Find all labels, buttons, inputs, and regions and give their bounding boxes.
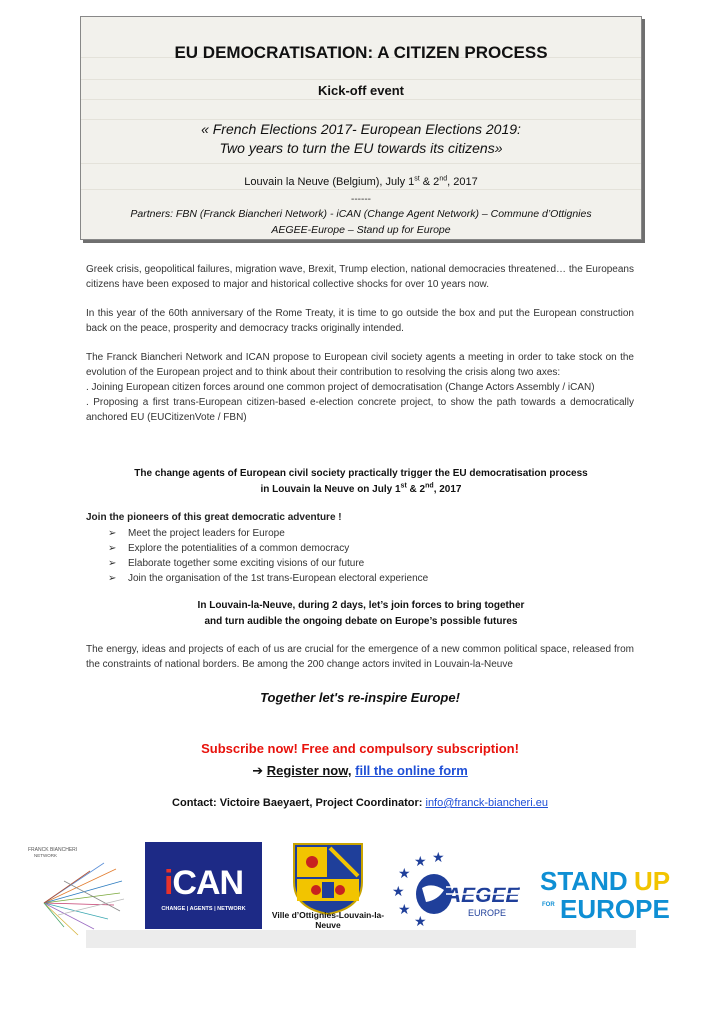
pioneers-heading: Join the pioneers of this great democratic adventure ! <box>86 512 342 523</box>
fbn-logo <box>24 841 128 941</box>
contact-line <box>0 797 720 809</box>
svg-text:★: ★ <box>398 902 411 918</box>
proposal-axis-1: . Joining European citizen forces around one common project of democratisation (Change Actors Assembly / iCAN) <box>86 382 595 393</box>
register-label: Register now, <box>266 763 352 778</box>
ottignies-logo <box>271 842 385 930</box>
stand-logo-word: STAND <box>540 866 628 896</box>
network-lines-icon <box>24 841 128 941</box>
event-subtitle: Kick-off event <box>318 83 404 98</box>
join-forces-statement <box>80 598 642 630</box>
paragraph-rome-treaty: In this year of the 60th anniversary of the Rome Treaty, it is time to go outside the box and put the European construction back on the peace, prosperity and democracy tracks originally intended. <box>86 308 634 334</box>
trigger-statement <box>80 466 642 498</box>
ican-logo-subtitle: CHANGE | AGENTS | NETWORK <box>161 906 246 912</box>
arrow-right-icon: ➔ <box>252 763 264 778</box>
svg-text:★: ★ <box>392 884 405 900</box>
proposal-text: The Franck Biancheri Network and ICAN propose to European civil society agents a meeting in order to take stock on the evolution of the European project and to think about their contribution to resolving the crisis along two axes: <box>86 352 634 378</box>
stand-logo-for: FOR <box>542 902 555 908</box>
coat-of-arms-icon <box>274 842 382 916</box>
paragraph-proposal <box>86 350 634 425</box>
online-form-link[interactable]: fill the online form <box>355 763 468 778</box>
ottignies-logo-caption: Ville d’Ottignies-Louvain-la-Neuve <box>271 910 385 930</box>
event-quote-line2: Two years to turn the EU towards its citizens» <box>219 140 503 156</box>
fbn-logo-name: FRANCK BIANCHERI <box>28 847 78 853</box>
join-forces-line1: In Louvain-la-Neuve, during 2 days, let’s join forces to bring together <box>197 600 525 611</box>
aegee-logo-sub: EUROPE <box>468 908 507 918</box>
header-divider <box>81 79 641 80</box>
paragraph-intro: Greek crisis, geopolitical failures, migration wave, Brexit, Trump election, national democracies threatened… the Europeans citizens have been exposed to major and historical collective shocks for over 10 years now. <box>86 264 634 290</box>
header-divider <box>81 163 641 164</box>
fbn-logo-sub: NETWORK <box>34 853 57 858</box>
paragraph-energy: The energy, ideas and projects of each of us are crucial for the emergence of a new common political space, released from the constraints of national borders. Be among the 200 change actors invited in Louvain-la-Neuve <box>86 644 634 670</box>
arrow-bullet-icon: ➢ <box>108 528 117 539</box>
arrow-bullet-icon: ➢ <box>108 543 117 554</box>
stand-up-for-europe-logo <box>540 866 700 922</box>
header-divider <box>81 119 641 120</box>
ican-logo-word: iCAN <box>163 864 244 902</box>
arrow-bullet-icon: ➢ <box>108 573 117 584</box>
header-divider <box>81 99 641 100</box>
event-location-date: Louvain la Neuve (Belgium), July 1st & 2nd, 2017 <box>244 175 478 188</box>
trigger-line1: The change agents of European civil society practically trigger the EU democratisation process <box>134 468 588 479</box>
pioneers-list <box>108 526 428 586</box>
stand-up-icon <box>540 866 700 922</box>
register-line <box>0 763 720 779</box>
arrow-bullet-icon: ➢ <box>108 558 117 569</box>
aegee-logo-word: AEGEE <box>446 884 520 907</box>
proposal-axis-2: . Proposing a first trans-European citizen-based e-election concrete project, to show the path towards a democratically anchored EU (EUCitizenVote / FBN) <box>86 397 634 423</box>
footer-bar <box>86 930 636 948</box>
stand-logo-europe: EUROPE <box>560 894 670 922</box>
trigger-line2: in Louvain la Neuve on July 1st & 2nd, 2017 <box>260 482 462 495</box>
subscribe-notice: Subscribe now! Free and compulsory subscription! <box>201 741 519 756</box>
aegee-logo <box>392 852 522 930</box>
separator: ------ <box>351 194 371 205</box>
contact-label: Contact: Victoire Baeyaert, Project Coordinator: <box>172 797 423 809</box>
list-item: ➢ Elaborate together some exciting visions of our future <box>108 558 365 569</box>
ican-logo <box>145 842 262 929</box>
list-item: ➢ Join the organisation of the 1st trans-European electoral experience <box>108 573 429 584</box>
list-item: ➢ Meet the project leaders for Europe <box>108 528 285 539</box>
stand-logo-up: UP <box>634 866 671 896</box>
svg-text:★: ★ <box>414 854 427 870</box>
list-item: ➢ Explore the potentialities of a common democracy <box>108 543 350 554</box>
event-quote-line1: « French Elections 2017- European Elections 2019: <box>201 121 521 137</box>
header-divider <box>81 189 641 190</box>
aegee-stars-icon <box>392 852 522 930</box>
svg-text:★: ★ <box>398 866 411 882</box>
contact-email-link[interactable]: info@franck-biancheri.eu <box>425 797 548 809</box>
partners-line1: Partners: FBN (Franck Biancheri Network) - iCAN (Change Agent Network) – Commune d’Ottignies <box>130 208 592 220</box>
partners-line2: AEGEE-Europe – Stand up for Europe <box>271 224 451 236</box>
svg-text:★: ★ <box>432 852 445 866</box>
header-box <box>80 16 642 240</box>
slogan: Together let's re-inspire Europe! <box>260 690 460 705</box>
join-forces-line2: and turn audible the ongoing debate on Europe’s possible futures <box>204 616 518 627</box>
svg-text:★: ★ <box>414 914 427 930</box>
event-title: EU DEMOCRATISATION: A CITIZEN PROCESS <box>174 43 548 62</box>
